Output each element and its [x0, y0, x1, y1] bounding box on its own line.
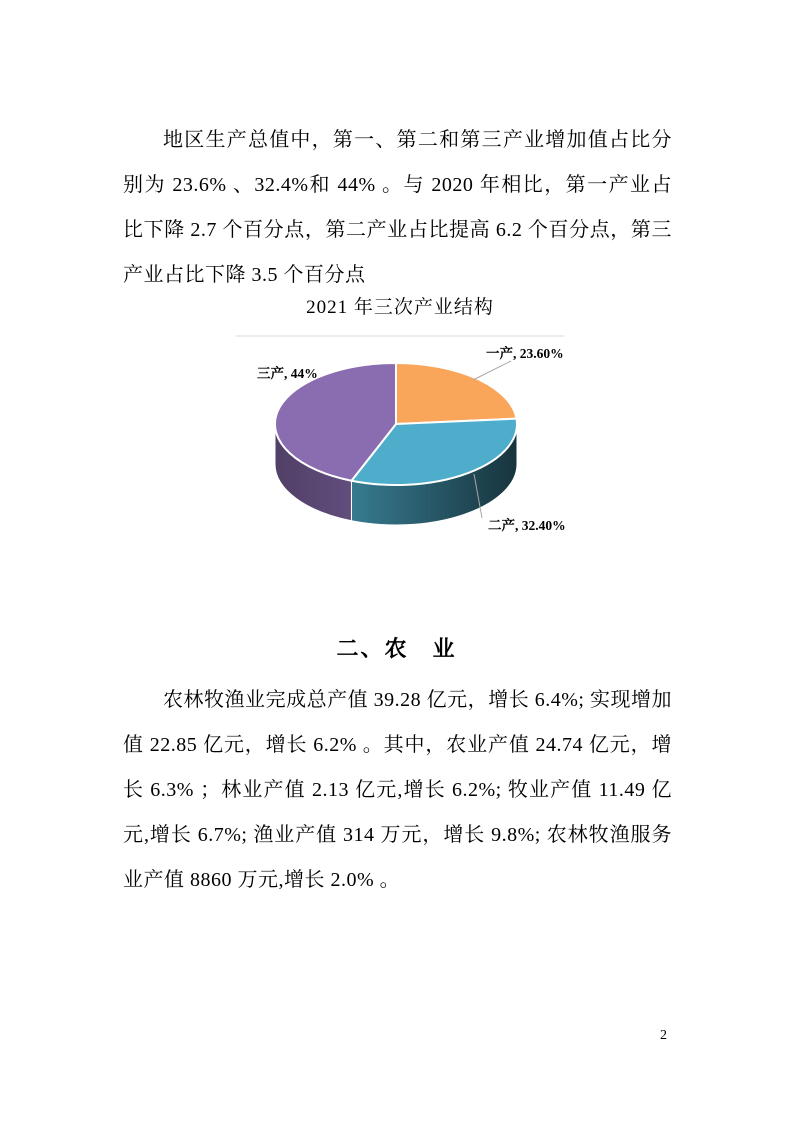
pie-slice-一产 [396, 363, 517, 424]
paragraph-gdp-composition: 地区生产总值中，第一、第二和第三产业增加值占比分别为 23.6% 、32.4%和 44% 。与 2020 年相比，第一产业占比下降 2.7 个百分点，第二产业占比提高 6.2 个百分点，第三产业占比下降 3.5 个百分点 [123, 129, 672, 286]
page-number: 2 [660, 1028, 667, 1043]
pie-label-secondary-industry: 二产, 32.40% [488, 518, 566, 533]
pie-label-primary-industry: 一产, 23.60% [486, 346, 564, 361]
pie-chart-svg [230, 290, 570, 560]
section-heading-agriculture: 二、农 业 [336, 636, 457, 662]
industry-structure-chart [230, 290, 570, 560]
chart-title: 2021 年三次产业结构 [306, 297, 494, 318]
leader-line-primary-industry [473, 361, 511, 380]
pie-tops [275, 363, 517, 485]
paragraph-agriculture-stats: 农林牧渔业完成总产值 39.28 亿元，增长 6.4%; 实现增加值 22.85 亿元，增长 6.2% 。其中，农业产值 24.74 亿元，增长 6.3% ；林业产值 2.13 亿元,增长 6.2%; 牧业产值 11.49 亿元,增长 6.7%; 渔业产值 314 万元，增长 9.8%; 农林牧渔服务业产值 8860 万元,增长 2.0% 。 [123, 689, 672, 891]
pie-label-tertiary-industry: 三产, 44% [257, 366, 318, 381]
